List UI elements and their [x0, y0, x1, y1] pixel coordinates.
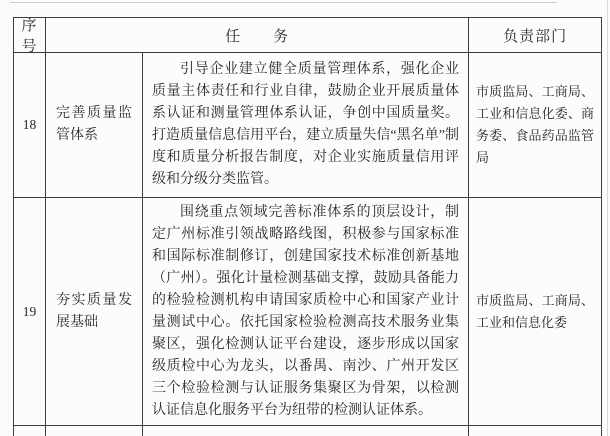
header-dept-label: 负责部门 [503, 28, 568, 45]
scan-artifact-right-edge [607, 0, 608, 436]
row-19-task-detail-cell [143, 198, 469, 425]
row-18-task-name-cell [46, 53, 143, 197]
table-header-row [14, 18, 601, 53]
row-18-seq: 18 [22, 117, 37, 132]
row-18-task-detail: 引导企业建立健全质量管理体系，强化企业质量主体责任和行业自律，鼓励企业开展质量体系认证和测量管理体系认证，争创中国质量奖。打造质量信息信用平台，建立质量失信“黑名单”制度和质量分析报告制度，对企业实施质量信用评级和分级分类监管。 [152, 62, 459, 187]
partial-task-detail-cell [143, 426, 469, 436]
row-18-task-name: 完善质量监管体系 [56, 106, 132, 143]
row-18-task-detail-cell [143, 53, 469, 197]
header-seq-label: 序号 [21, 18, 38, 55]
table-row [14, 53, 601, 198]
partial-seq-cell [14, 426, 46, 436]
row-18-dept-cell [469, 53, 601, 197]
task-table [13, 17, 602, 436]
scan-artifact-top-line [10, 2, 557, 3]
header-dept-cell [469, 18, 601, 52]
row-19-seq: 19 [22, 303, 37, 319]
row-19-dept: 市质监局、工商局、工业和信息化委 [476, 292, 594, 330]
row-19-task-name: 夯实质量发展基础 [56, 292, 132, 330]
partial-dept-cell [469, 426, 601, 436]
row-19-task-name-cell [46, 198, 143, 425]
row-19-seq-cell [14, 198, 46, 425]
header-seq-cell [14, 18, 46, 55]
partial-task-name-cell [46, 426, 143, 436]
table-row-partial [14, 426, 601, 436]
table-row [14, 198, 601, 426]
header-task-cell [46, 18, 469, 52]
header-task-label: 任 务 [225, 28, 290, 45]
row-19-task-detail: 围绕重点领域完善标准体系的顶层设计，制定广州标准引领战略路线图，积极参与国家标准和国际标准制修订，创建国家技术标准创新基地（广州）。强化计量检测基础支撑，鼓励具备能力的检验检测机构申请国家质检中心和国家产业计量测试中心。依托国家检验检测高技术服务业集聚区，强化检测认证平台建设，逐步形成以国家级质检中心为龙头，以番禺、南沙、广州开发区三个检验检测与认证服务集聚区为骨架，以检测认证信息化服务平台为纽带的检测认证体系。 [152, 204, 459, 418]
row-19-dept-cell [469, 198, 601, 425]
row-18-seq-cell [14, 53, 46, 197]
row-18-dept: 市质监局、工商局、工业和信息化委、商务委、食品药品监管局 [476, 84, 594, 165]
